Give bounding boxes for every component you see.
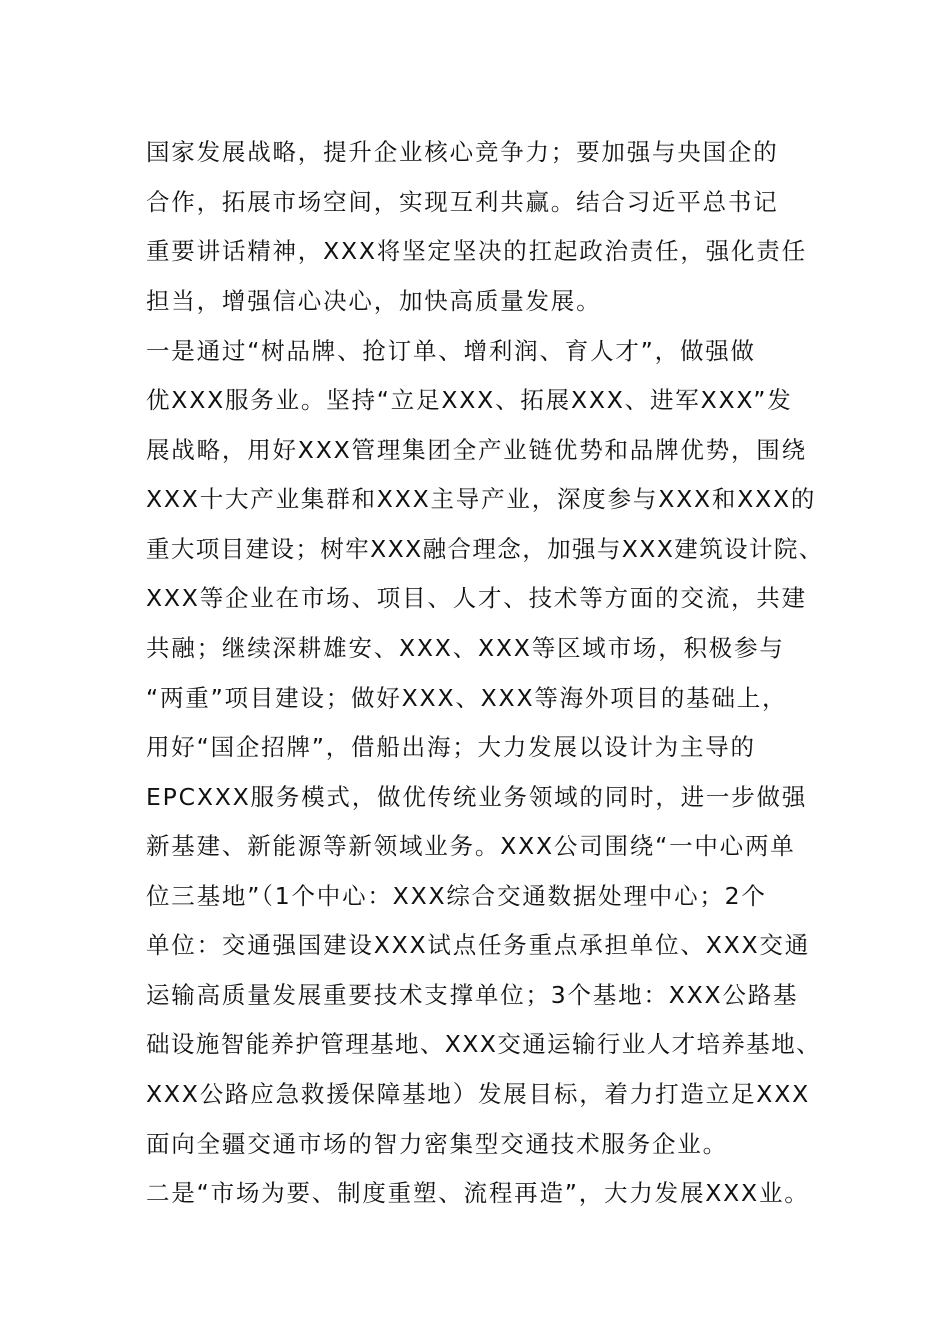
text-line-14: EPCXXX服务模式，做优传统业务领域的同时，进一步做强 xyxy=(146,783,808,811)
text-line-21: 面向全疆交通市场的智力密集型交通技术服务企业。 xyxy=(146,1130,728,1158)
text-line-18: 运输高质量发展重要技术支撑单位；3个基地：XXX公路基 xyxy=(146,981,799,1009)
text-line-16: 位三基地”（1个中心：XXX综合交通数据处理中心；2个 xyxy=(146,882,767,910)
text-line-19: 础设施智能养护管理基地、XXX交通运输行业人才培养基地、 xyxy=(146,1030,821,1058)
text-line-17: 单位：交通强国建设XXX试点任务重点承担单位、XXX交通 xyxy=(146,931,810,959)
text-line-9: 重大项目建设；树牢XXX融合理念，加强与XXX建筑设计院、 xyxy=(146,535,824,563)
text-line-2: 合作，拓展市场空间，实现互利共赢。结合习近平总书记 xyxy=(146,188,779,216)
text-line-12: “两重”项目建设；做好XXX、XXX等海外项目的基础上， xyxy=(146,684,788,712)
text-line-3: 重要讲话精神，XXX将坚定坚决的扛起政治责任，强化责任 xyxy=(146,237,807,265)
text-line-5: 一是通过“树品牌、抢订单、增利润、育人才”，做强做 xyxy=(146,337,756,365)
text-line-1: 国家发展战略，提升企业核心竞争力；要加强与央国企的 xyxy=(146,138,779,166)
text-line-15: 新基建、新能源等新领域业务。XXX公司围绕“一中心两单 xyxy=(146,832,796,860)
text-line-7: 展战略，用好XXX管理集团全产业链优势和品牌优势，围绕 xyxy=(146,436,807,464)
text-line-8: XXX十大产业集群和XXX主导产业，深度参与XXX和XXX的 xyxy=(146,485,817,513)
text-line-4: 担当，增强信心决心，加快高质量发展。 xyxy=(146,287,602,315)
text-line-22: 二是“市场为要、制度重塑、流程再造”，大力发展XXX业。 xyxy=(146,1179,810,1207)
text-line-10: XXX等企业在市场、项目、人才、技术等方面的交流，共建 xyxy=(146,584,807,612)
text-line-13: 用好“国企招牌”，借船出海；大力发展以设计为主导的 xyxy=(146,733,756,761)
text-line-11: 共融；继续深耕雄安、XXX、XXX等区域市场，积极参与 xyxy=(146,634,785,662)
text-line-20: XXX公路应急救援保障基地）发展目标，着力打造立足XXX xyxy=(146,1080,810,1108)
text-line-6: 优XXX服务业。坚持“立足XXX、拓展XXX、进军XXX”发 xyxy=(146,386,793,414)
